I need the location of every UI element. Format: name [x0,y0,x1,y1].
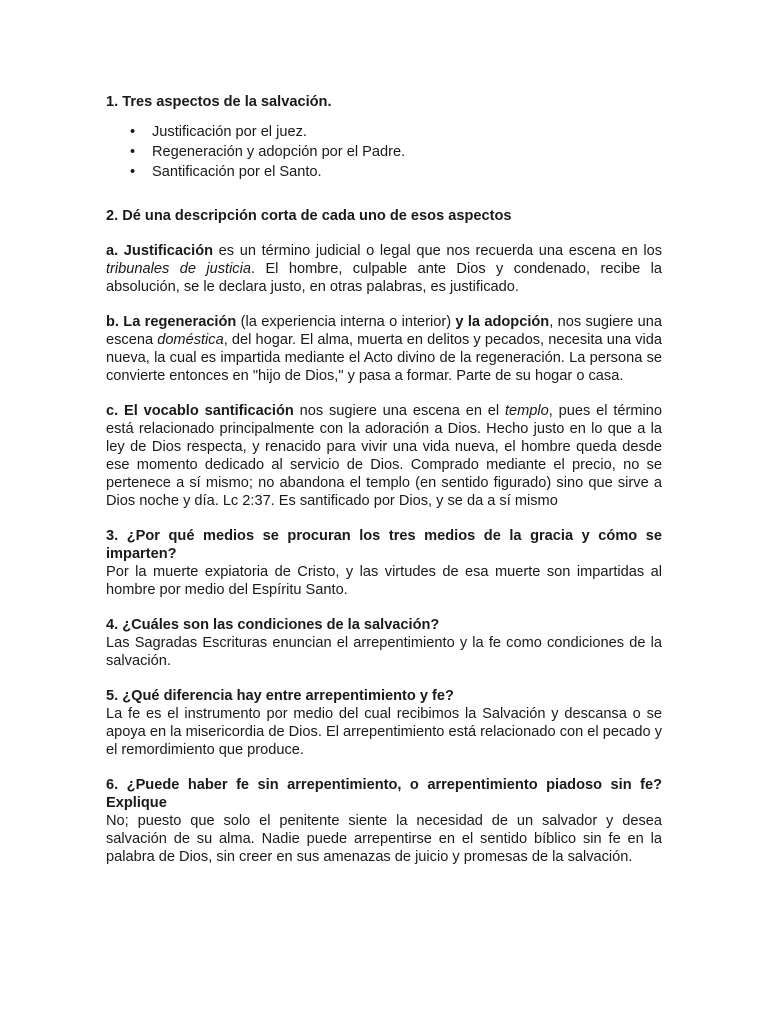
text-span: , nos sugiere una escena [106,314,662,348]
text-span: es un término judicial o legal que nos recuerda una escena en los [213,243,663,259]
adopcion-label: y la adopción [455,314,550,330]
question-5-block [106,687,662,759]
question-4-block [106,616,662,670]
question-4-answer: Las Sagradas Escrituras enuncian el arrepentimiento y la fe como condiciones de la salvación. [106,635,662,669]
text-span: . El hombre, culpable ante Dios y condenado, recibe la absolución, se le declara justo, en otras palabras, es justificado. [106,261,662,295]
text-span: , del hogar. El alma, muerta en delitos y pecados, necesita una vida nueva, la cual es impartida mediante el Acto divino de la regeneración. La persona se convierte entonces en "hijo de Dios," y pasa a formar. Parte de su hogar o casa. [106,332,662,384]
question-4-heading: 4. ¿Cuáles son las condiciones de la salvación? [106,617,440,633]
regeneracion-label: b. La regeneración [106,314,237,330]
question-1-heading: 1. Tres aspectos de la salvación. [106,94,332,110]
text-span: nos sugiere una escena en el [293,403,505,419]
aspects-list [106,122,662,182]
text-span: , pues el término está relacionado principalmente con la adoración a Dios. Hecho justo en lo que a la ley de Dios respecta, y renacido para vivir una vida nueva, el hombre queda desde ese momento dedicado al servicio de Dios. Comprado mediante el precio, no se pertenece a sí mismo; no abandona el templo (en sentido figurado) sino que sirve a Dios noche y día. Lc 2:37. Es santificado por Dios, y se da a sí mismo [106,403,662,509]
question-6-heading: 6. ¿Puede haber fe sin arrepentimiento, o arrepentimiento piadoso sin fe? Explique [106,777,662,811]
italic-span: templo [504,403,549,419]
list-item: • Justificación por el juez. [106,122,662,142]
document-page [106,93,662,866]
question-2-heading: 2. Dé una descripción corta de cada uno de esos aspectos [106,208,512,224]
text-span: (la experiencia interna o interior) [236,314,456,330]
list-item: • Regeneración y adopción por el Padre. [106,142,662,162]
italic-span: tribunales de justicia [106,261,251,277]
question-5-answer: La fe es el instrumento por medio del cual recibimos la Salvación y descansa o se apoya en la misericordia de Dios. El arrepentimiento está relacionado con el pecado y el remordimiento que produce. [106,706,662,758]
paragraph-santificacion [106,402,662,510]
question-3-answer: Por la muerte expiatoria de Cristo, y las virtudes de esa muerte son impartidas al hombre por medio del Espíritu Santo. [106,564,662,598]
italic-span: doméstica [157,332,224,348]
question-3-heading: 3. ¿Por qué medios se procuran los tres medios de la gracia y cómo se imparten? [106,528,662,562]
question-3-block [106,527,662,599]
question-6-answer: No; puesto que solo el penitente siente la necesidad de un salvador y desea salvación de su alma. Nadie puede arrepentirse en el sentido bíblico sin fe en la palabra de Dios, sin creer en sus amenazas de juicio y promesas de la salvación. [106,813,662,865]
question-5-heading: 5. ¿Qué diferencia hay entre arrepentimiento y fe? [106,688,454,704]
santificacion-label: c. El vocablo santificación [106,403,294,419]
list-item: • Santificación por el Santo. [106,162,662,182]
justificacion-label: a. Justificación [106,243,214,259]
paragraph-regeneracion [106,313,662,385]
question-6-block [106,776,662,866]
paragraph-justificacion [106,242,662,296]
